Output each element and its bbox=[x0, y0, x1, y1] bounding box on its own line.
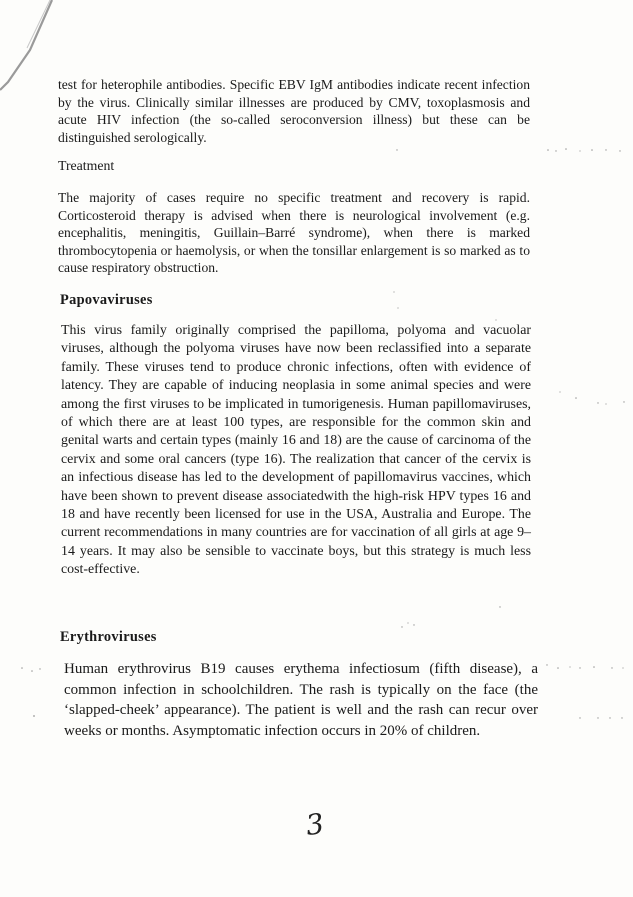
heading-treatment: Treatment bbox=[58, 158, 115, 173]
paragraph-erythroviruses: Human erythrovirus B19 causes erythema infectiosum (fifth disease), a common infection in schoolchildren. The rash is typically on the face (the ‘slapped-cheek’ appearance). The patient is well and the rash can recur over weeks or months. Asymptomatic infection occurs in 20% of children. bbox=[64, 661, 538, 739]
heading-papovaviruses: Papovaviruses bbox=[60, 292, 153, 308]
paragraph-epstein-barr-diagnosis: test for heterophile antibodies. Specific EBV IgM antibodies indicate recent infection by the virus. Clinically similar illnesses are produced by CMV, toxoplasmosis and acute HIV infection (the so-called seroconversion illness) but these can be distinguished serologically. bbox=[58, 77, 530, 145]
paragraph-papovaviruses: This virus family originally comprised the papilloma, polyoma and vacuolar viruses, although the polyoma viruses have now been reclassified into a separate family. These viruses tend to produce chronic infections, often with evidence of latency. They are capable of inducing neoplasia in some animal species and were among the first viruses to be implicated in tumorigenesis. Human papillomaviruses, of which there are at least 100 types, are responsible for the common skin and genital warts and certain types (mainly 16 and 18) are the cause of carcinoma of the cervix and some oral cancers (type 16). The realization that cancer of the cervix is an infectious disease has led to the development of papillomavirus vaccines, which have been shown to prevent disease associatedwith the high-risk HPV types 16 and 18 and have recently been licensed for use in the USA, Australia and Europe. The current recommendations in many countries are for vaccination of all girls at age 9–14 years. It may also be sensible to vaccinate boys, but this strategy is much less cost-effective. bbox=[61, 323, 531, 578]
handwritten-page-number: 3 bbox=[303, 806, 327, 843]
heading-erythroviruses: Erythroviruses bbox=[60, 629, 157, 645]
paragraph-treatment: The majority of cases require no specific treatment and recovery is rapid. Corticosteroid therapy is advised when there is neurological involvement (e.g. encephalitis, meningitis, Guillain–Barré syndrome), when there is marked thrombocytopenia or haemolysis, or when the tonsillar enlargement is so marked as to cause respiratory obstruction. bbox=[58, 190, 530, 275]
